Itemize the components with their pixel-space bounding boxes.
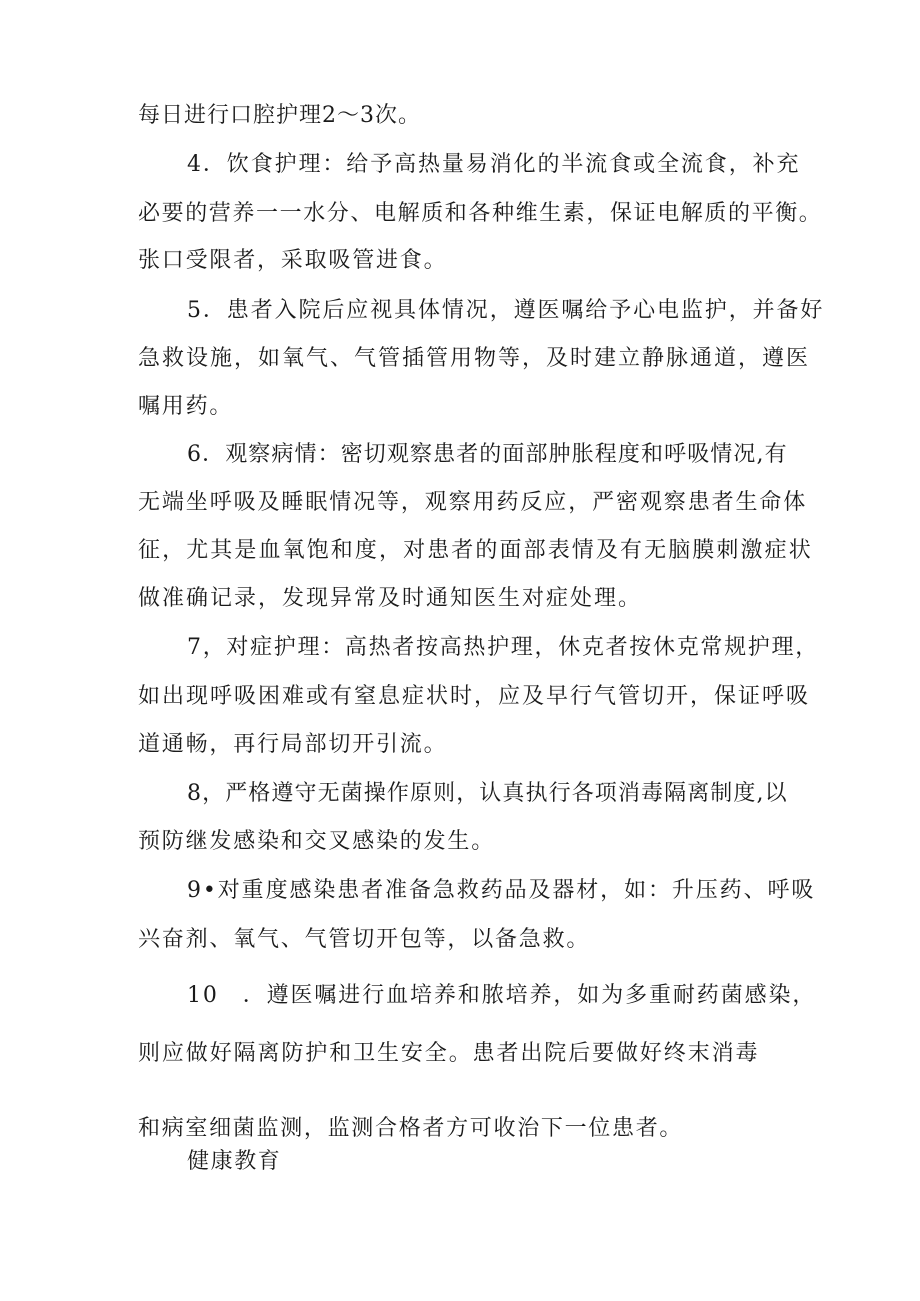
text-line: 道通畅，再行局部切开引流。 <box>138 732 448 757</box>
text-line: 兴奋剂、氧气、气管切开包等，以备急救。 <box>138 927 591 952</box>
text-line: 8，严格遵守无菌操作原则，认真执行各项消毒隔离制度,以 <box>187 781 788 806</box>
text-line: 张口受限者，采取吸管进食。 <box>138 248 448 273</box>
text-line: 急救设施，如氧气、气管插管用物等，及时建立静脉通道，遵医 <box>138 346 811 371</box>
text-line: 嘱用药。 <box>138 394 234 419</box>
text-line: 7，对症护理：高热者按高热护理，休克者按休克常规护理， <box>187 635 819 660</box>
text-line: 如出现呼吸困难或有窒息症状时，应及早行气管切开，保证呼吸 <box>138 684 811 709</box>
section-heading: 健康教育 <box>187 1149 282 1174</box>
text-line: 做准确记录，发现异常及时通知医生对症处理。 <box>138 586 643 611</box>
text-line: 5．患者入院后应视具体情况，遵医嘱给予心电监护，并备好 <box>187 298 825 323</box>
text-line: 无端坐呼吸及睡眠情况等，观察用药反应，严密观察患者生命体 <box>138 490 808 515</box>
text-line: 则应做好隔离防护和卫生安全。患者出院后要做好终末消毒 <box>138 1041 760 1066</box>
text-line: 和病室细菌监测，监测合格者方可收治下一位患者。 <box>138 1116 684 1141</box>
text-line: 每日进行口腔护理2～3次。 <box>138 103 421 128</box>
text-line: 征，尤其是血氧饱和度，对患者的面部表情及有无脑膜刺激症状 <box>138 538 813 563</box>
text-line: 4．饮食护理：给予高热量易消化的半流食或全流食，补充 <box>187 152 801 177</box>
text-line: 10 ．遵医嘱进行血培养和脓培养，如为多重耐药菌感染， <box>187 983 817 1008</box>
text-line: 9•对重度感染患者准备急救药品及器材，如：升压药、呼吸 <box>187 878 816 903</box>
text-line: 6．观察病情：密切观察患者的面部肿胀程度和呼吸情况,有 <box>187 442 788 467</box>
text-line: 必要的营养一一水分、电解质和各种维生素，保证电解质的平衡。 <box>138 201 823 226</box>
text-line: 预防继发感染和交叉感染的发生。 <box>138 829 496 854</box>
